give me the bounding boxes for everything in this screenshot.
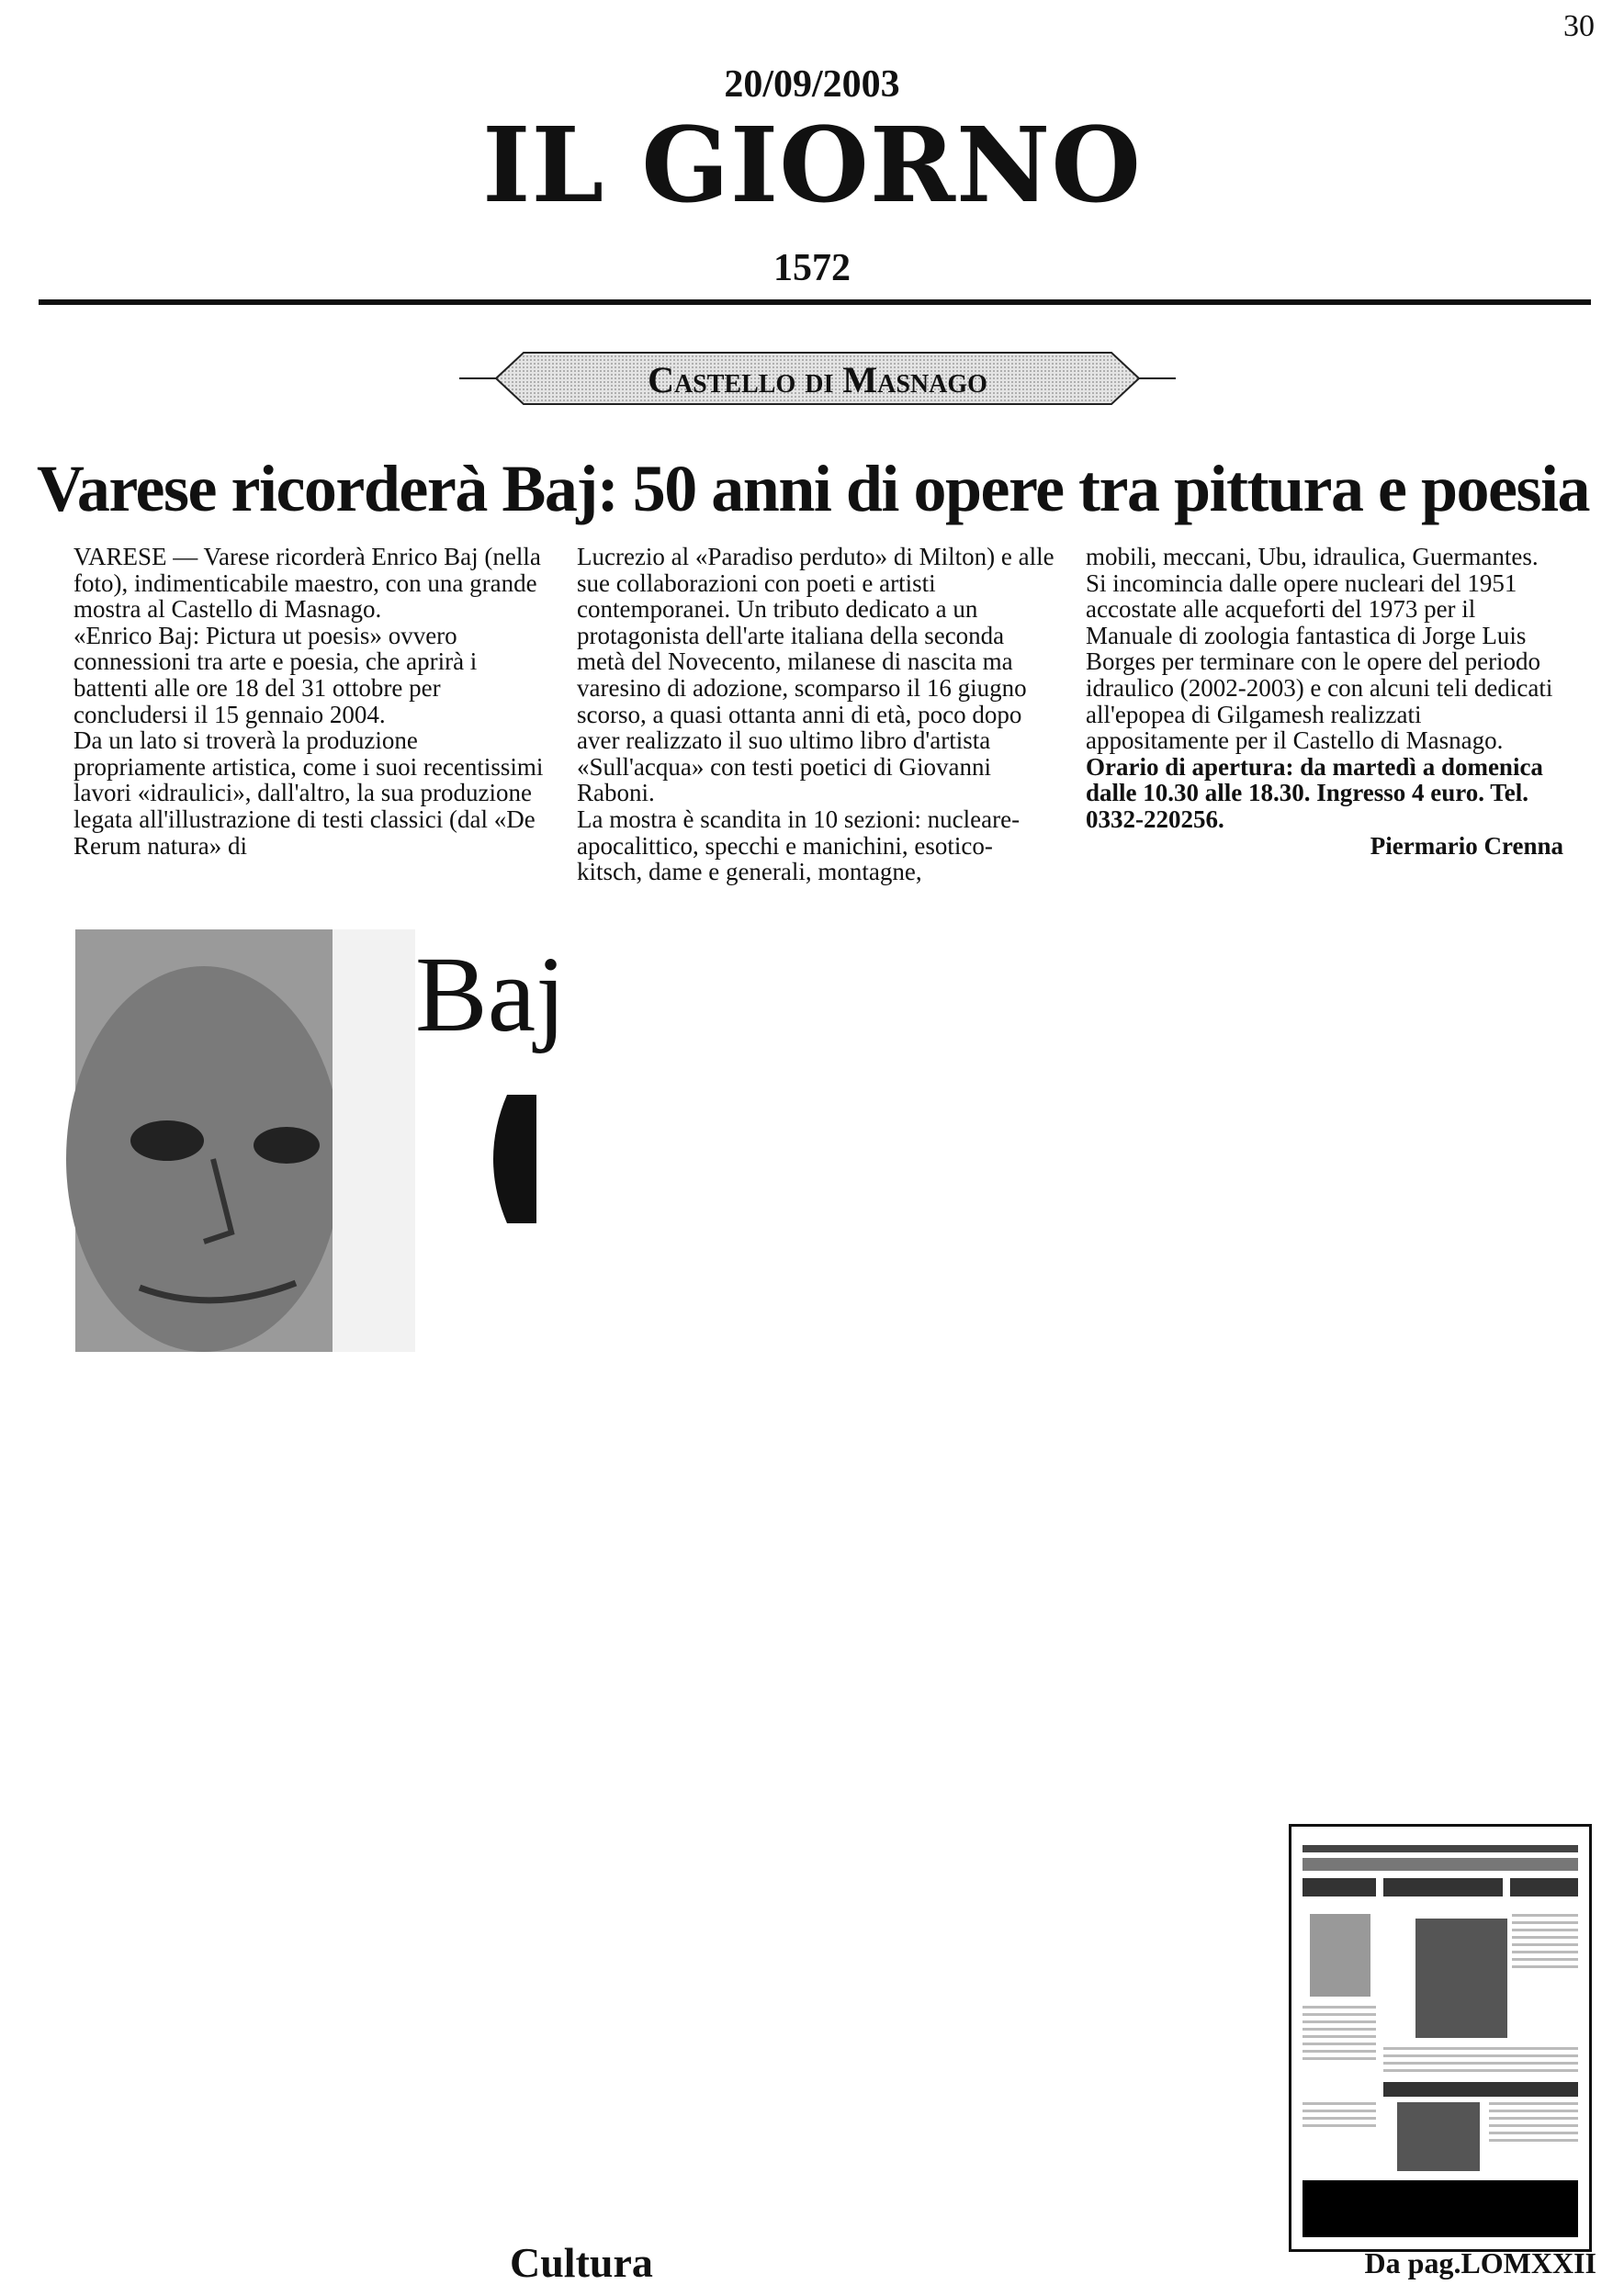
paragraph: mobili, meccani, Ubu, idraulica, Guermantes. Si incomincia dalle opere nucleari del 1951 accostate alle acqueforti del 1973 per il Manuale di zoologia fantastica di Jorge Luis Borges per terminare con le opere del periodo idraulico (2002-2003) e con alcuni teli dedicati all'epopea di Gilgamesh realizzati appositamente per il Castello di Masnago. [1086, 543, 1553, 755]
kicker-text: Castello di Masnago [648, 359, 987, 400]
paragraph: Da un lato si troverà la produzione propriamente artistica, come i suoi recentissimi lavori «idraulici», dall'altro, la sua produzione legata all'illustrazione di testi classici (dal «De Rerum natura» di [73, 726, 544, 860]
header-rule [39, 299, 1591, 305]
article-column-1 [73, 544, 551, 859]
paragraph: «Enrico Baj: Pictura ut poesis» ovvero connessioni tra arte e poesia, che aprirà i battenti alle ore 18 del 31 ottobre per concludersi il 15 gennaio 2004. [73, 621, 478, 728]
section-label: Cultura [510, 2239, 653, 2286]
section-kicker [459, 347, 1176, 410]
source-page-reference: Da pag.LOMXXII [1364, 2246, 1596, 2279]
article-photo [75, 929, 566, 1352]
newspaper-page-thumbnail-illustration [1291, 1827, 1589, 2249]
article-headline: Varese ricorderà Baj: 50 anni di opere tra pittura e poesia [37, 452, 1589, 525]
page-thumbnail [1289, 1824, 1592, 2252]
paragraph: Orario di apertura: da martedì a domenica dalle 10.30 alle 18.30. Ingresso 4 euro. Tel. 0332-220256. [1086, 752, 1543, 833]
article-column-2 [577, 544, 1054, 885]
byline: Piermario Crenna [1370, 831, 1563, 860]
page-number: 30 [1563, 9, 1595, 43]
newspaper-masthead: IL GIORNO [482, 106, 1142, 226]
portrait-photo-illustration [75, 929, 566, 1352]
paragraph: Lucrezio al «Paradiso perduto» di Milton) e alle sue collaborazioni con poeti e artisti contemporanei. Un tributo dedicato a un protagonista dell'arte italiana della seconda metà del Novecento, milanese di nascita ma varesino di adozione, scomparso il 16 giugno scorso, a quasi ottanta anni di età, poco dopo aver realizzato il suo ultimo libro d'artista «Sull'acqua» con testi poetici di Giovanni Raboni. [577, 543, 1054, 807]
paragraph: La mostra è scandita in 10 sezioni: nucleare-apocalittico, specchi e manichini, esotico-kitsch, dame e generali, montagne, [577, 805, 1021, 886]
article-column-3 [1086, 544, 1563, 859]
photo-cover-text: Baj [415, 934, 566, 1054]
clip-id: 1572 [773, 247, 851, 289]
publication-date: 20/09/2003 [724, 63, 900, 106]
paragraph: VARESE — Varese ricorderà Enrico Baj (nella foto), indimenticabile maestro, con una grande mostra al Castello di Masnago. [73, 543, 541, 624]
